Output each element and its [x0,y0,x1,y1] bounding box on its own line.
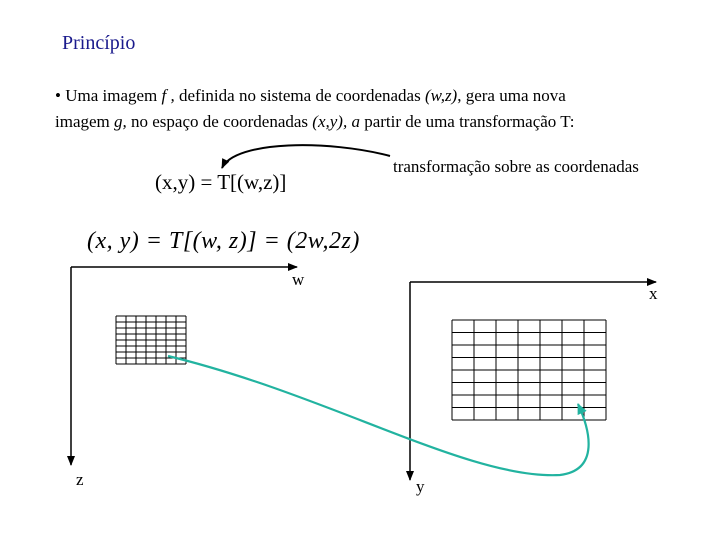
coords-xy: (x,y), a [312,112,360,131]
mapping-arrow [168,356,589,475]
transformation-annotation: transformação sobre as coordenadas [393,157,639,176]
y-axis-label: y [416,477,425,496]
bullet-marker: • [55,86,61,105]
transformation-formula: (x,y) = T[(w,z)] [155,170,287,194]
annotation-pointer-arrow [222,145,390,168]
slide-title: Princípio [62,32,136,54]
text-segment: , gera uma nova [457,86,566,105]
image-f-symbol: f , [161,86,175,105]
w-axis-label: w [292,270,305,289]
x-axis-label: x [649,284,658,303]
text-segment: definida no sistema de coordenadas [174,86,425,105]
coords-wz: (w,z) [424,86,458,105]
text-segment: no espaço de coordenadas [126,112,313,131]
image-g-symbol: g, [114,112,127,131]
z-axis-label: z [76,470,84,489]
text-segment: Uma imagem [65,86,162,105]
scaling-formula: (x, y) = T[(w, z)] = (2w,2z) [87,228,360,254]
text-segment: imagem [55,112,115,131]
text-segment: partir de uma transformação T: [359,112,575,131]
target-image-grid [452,320,606,420]
